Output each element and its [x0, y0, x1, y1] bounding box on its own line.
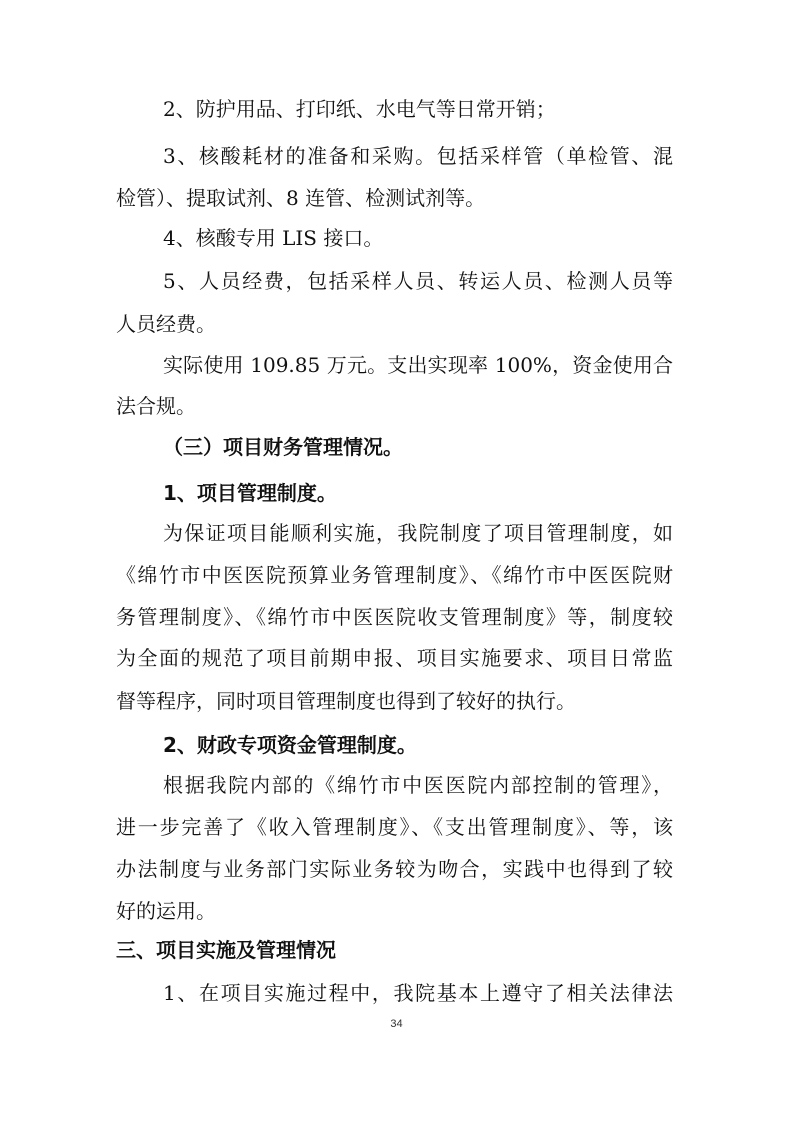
paragraph-line: 为保证项目能顺利实施，我院制度了项目管理制度，如 — [163, 521, 673, 545]
paragraph-line: 检管）、提取试剂、8 连管、检测试剂等。 — [116, 186, 486, 210]
paragraph-line: 进一步完善了《收入管理制度》、《支出管理制度》、等，该 — [116, 815, 673, 839]
subsection-heading: 1、项目管理制度。 — [163, 481, 337, 505]
section-heading: （三）项目财务管理情况。 — [163, 435, 403, 459]
paragraph-line: 督等程序，同时项目管理制度也得到了较好的执行。 — [116, 689, 576, 713]
paragraph-line: 法合规。 — [116, 394, 196, 418]
chapter-heading: 三、项目实施及管理情况 — [116, 938, 336, 962]
paragraph-line: 务管理制度》、《绵竹市中医医院收支管理制度》等，制度较 — [116, 605, 673, 629]
paragraph-line: 1、在项目实施过程中，我院基本上遵守了相关法律法 — [163, 981, 673, 1005]
paragraph-line: 5、人员经费，包括采样人员、转运人员、检测人员等 — [163, 269, 673, 293]
paragraph-line: 好的运用。 — [116, 899, 216, 923]
paragraph-line: 4、核酸专用 LIS 接口。 — [163, 226, 384, 250]
paragraph-line: 实际使用 109.85 万元。支出实现率 100%，资金使用合 — [163, 353, 673, 377]
subsection-heading: 2、财政专项资金管理制度。 — [163, 733, 417, 757]
paragraph-line: 3、核酸耗材的准备和采购。包括采样管（单检管、混 — [163, 144, 673, 168]
paragraph-line: 为全面的规范了项目前期申报、项目实施要求、项目日常监 — [116, 646, 673, 670]
paragraph-line: 2、防护用品、打印纸、水电气等日常开销； — [163, 97, 556, 121]
paragraph-line: 根据我院内部的《绵竹市中医医院内部控制的管理》， — [163, 773, 673, 797]
paragraph-line: 办法制度与业务部门实际业务较为吻合，实践中也得到了较 — [116, 857, 673, 881]
paragraph-line: 《绵竹市中医医院预算业务管理制度》、《绵竹市中医医院财 — [116, 563, 673, 587]
page-number: 34 — [390, 1018, 403, 1030]
paragraph-line: 人员经费。 — [116, 312, 216, 336]
